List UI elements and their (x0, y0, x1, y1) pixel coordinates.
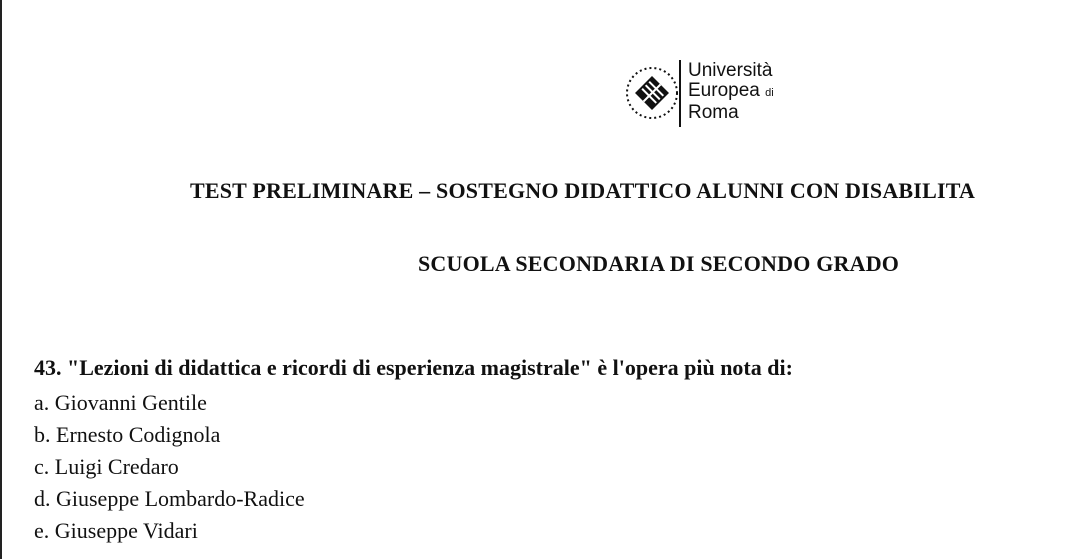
page-title: TEST PRELIMINARE – SOSTEGNO DIDATTICO ALUNNI CON DISABILITA (190, 178, 976, 203)
answer-option-a: a. Giovanni Gentile (34, 390, 207, 415)
logo-wordmark (688, 61, 774, 123)
answer-option-e: e. Giuseppe Vidari (34, 518, 198, 543)
page-subtitle: SCUOLA SECONDARIA DI SECONDO GRADO (418, 251, 900, 276)
logo-line-2 (688, 81, 774, 103)
question-text: 43. "Lezioni di didattica e ricordi di esperienza magistrale" è l'opera più nota di: (34, 355, 793, 380)
logo-divider (679, 60, 681, 127)
logo-line-2-main: Europea (688, 80, 760, 101)
university-logo (624, 52, 814, 134)
answer-options (34, 389, 305, 549)
logo-line-3: Roma (688, 102, 739, 123)
page-edge (0, 0, 2, 559)
logo-line-1: Università (688, 60, 773, 81)
logo-line-2-suffix: di (765, 87, 774, 99)
answer-option-b: b. Ernesto Codignola (34, 422, 221, 447)
answer-option-c: c. Luigi Credaro (34, 454, 179, 479)
answer-option-d: d. Giuseppe Lombardo-Radice (34, 486, 305, 511)
logo-emblem-icon (624, 52, 684, 134)
